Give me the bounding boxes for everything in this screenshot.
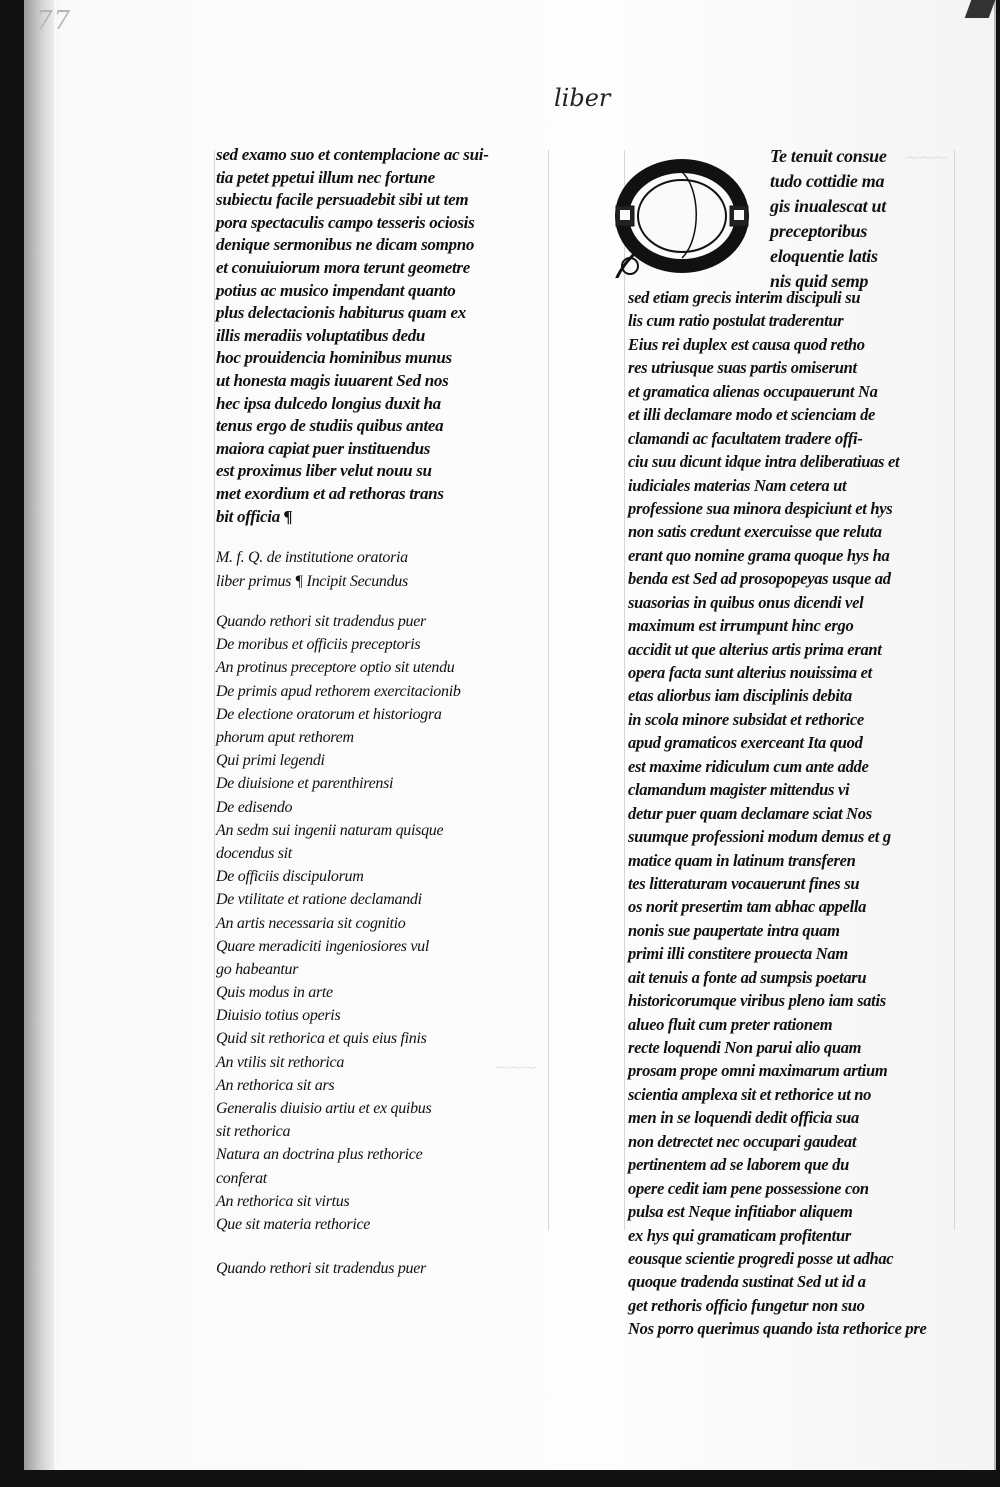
- colophon-line: M. f. Q. de institutione oratoria: [216, 549, 408, 567]
- text-line: tenus ergo de studiis quibus antea: [216, 416, 444, 436]
- ruling-line: [214, 150, 215, 1230]
- text-line: res utriusque suas partis omiserunt: [628, 358, 857, 378]
- chapter-title: De vtilitate et ratione declamandi: [216, 891, 422, 909]
- ruling-line: [548, 150, 549, 1230]
- text-line: pora spectaculis campo tesseris ociosis: [216, 212, 475, 232]
- text-line: opera facta sunt alterius nouissima et: [628, 663, 872, 682]
- text-line: nonis sue paupertate intra quam: [628, 920, 840, 940]
- text-line: illis meradiis voluptatibus dedu: [216, 325, 426, 345]
- chapter-list: [216, 610, 546, 1236]
- text-line: et conuiuiorum mora terunt geometre: [216, 257, 470, 277]
- decorated-initial-q: [610, 158, 750, 278]
- chapter-title: conferat: [216, 1169, 267, 1187]
- chapter-title: Quando rethori sit tradendus puer: [216, 613, 426, 631]
- opening-block: [604, 144, 949, 304]
- text-line: ciu suu dicunt idque intra deliberatiuas et: [628, 452, 900, 472]
- text-line: pulsa est Neque infitiabor aliquem: [628, 1202, 853, 1222]
- text-line: tia petet ppetui illum nec fortune: [216, 167, 435, 187]
- text-line: apud gramaticos exerceant Ita quod: [628, 733, 863, 753]
- opening-lines: [770, 144, 887, 294]
- text-line: non detrectet nec occupari gaudeat: [628, 1131, 857, 1151]
- chapter-title: go habeantur: [216, 960, 299, 978]
- ruling-line: [624, 150, 625, 1230]
- text-line: [216, 506, 546, 529]
- text-line: tudo cottidie ma: [770, 171, 885, 191]
- text-line: men in se loquendi dedit officia sua: [628, 1108, 859, 1128]
- binding-gutter: [24, 0, 54, 1470]
- text-line: gis inualescat ut: [770, 196, 886, 216]
- chapter-title: An rethorica sit virtus: [216, 1192, 350, 1210]
- chapter-title: De officiis discipulorum: [216, 868, 364, 886]
- chapter-title: Natura an doctrina plus rethorice: [216, 1146, 423, 1164]
- text-line: accidit ut que alterius artis prima erant: [628, 639, 882, 659]
- text-line: Eius rei duplex est causa quod retho: [628, 334, 865, 354]
- chapter-title: De diuisione et parenthirensi: [216, 775, 394, 793]
- colophon-line: liber primus ¶ Incipit Secundus: [216, 573, 408, 591]
- show-through-text: ⁓⁓⁓: [494, 1061, 536, 1076]
- text-line: est maxime ridiculum cum ante adde: [628, 756, 869, 776]
- text-line: ait tenuis a fonte ad sumpsis poetaru: [628, 967, 867, 987]
- text-line: matice quam in latinum transferen: [628, 850, 856, 870]
- text-line: maiora capiat puer instituendus: [216, 438, 431, 458]
- text-line: prosam prope omni maximarum artium: [628, 1061, 888, 1081]
- text-line: opere cedit iam pene possessione con: [628, 1178, 869, 1198]
- text-line: scientia amplexa sit et rethorice ut no: [628, 1084, 872, 1104]
- text-line: hoc prouidencia hominibus munus: [216, 348, 452, 368]
- text-line: nis quid semp: [770, 271, 869, 291]
- text-line: etas aliorbus iam disciplinis debita: [628, 686, 852, 706]
- text-line: suasorias in quibus onus dicendi vel: [628, 592, 864, 612]
- text-line: et illi declamare modo et scienciam de: [628, 405, 876, 425]
- text-line: Nos porro querimus quando ista rethorice pre: [628, 1319, 927, 1339]
- text-line: historicorumque viribus pleno iam satis: [628, 991, 886, 1011]
- text-line: plus delectacionis habiturus quam ex: [216, 303, 466, 323]
- text-line: est proximus liber velut nouu su: [216, 461, 432, 481]
- text-line: hec ipsa dulcedo longius duxit ha: [216, 393, 441, 413]
- text-line: sed etiam grecis interim discipuli su: [628, 288, 861, 307]
- left-column: [216, 144, 546, 1281]
- text-line: non satis credunt exercuisse que reluta: [628, 522, 882, 542]
- text-line: sed examo suo et contemplacione ac sui-: [216, 145, 489, 164]
- text-line: primi illi constitere prouecta Nam: [628, 944, 848, 964]
- text-line: alueo fluit cum preter rationem: [628, 1014, 833, 1034]
- text-line: ex hys qui gramaticam profitentur: [628, 1225, 851, 1245]
- text-line: erant quo nomine grama quoque hys ha: [628, 545, 890, 565]
- right-body: [628, 286, 927, 1341]
- chapter-title: An protinus preceptore optio sit utendu: [216, 659, 455, 677]
- text-line: recte loquendi Non parui alio quam: [628, 1038, 862, 1057]
- text-line: eloquentie latis: [770, 246, 878, 266]
- chapter-title: An artis necessaria sit cognitio: [216, 914, 406, 932]
- text-line: maximum est irrumpunt hinc ergo: [628, 616, 854, 636]
- text-line: benda est Sed ad prosopopeyas usque ad: [628, 569, 891, 589]
- text-line: quoque tradenda sustinat Sed ut id a: [628, 1272, 866, 1292]
- text-line: lis cum ratio postulat traderentur: [628, 311, 844, 331]
- chapter-title: Diuisio totius operis: [216, 1007, 341, 1025]
- text-line: in scola minore subsidat et rethorice: [628, 709, 864, 729]
- text-line: professione sua minora despiciunt et hys: [628, 498, 893, 518]
- chapter-title: Quid sit rethorica et quis eius finis: [216, 1030, 427, 1048]
- text-line: eousque scientie progredi posse ut adhac: [628, 1248, 894, 1268]
- paragraph-mark: ¶: [283, 506, 293, 526]
- chapter-title: De moribus et officiis preceptoris: [216, 636, 421, 654]
- right-column: [604, 144, 949, 1339]
- text-line: suumque professioni modum demus et g: [628, 827, 891, 847]
- text-line: clamandi ac facultatem tradere offi-: [628, 428, 863, 448]
- text-line: preceptoribus: [770, 221, 868, 241]
- chapter-title: Quis modus in arte: [216, 984, 333, 1002]
- incipit-line: Quando rethori sit tradendus puer: [216, 1260, 426, 1278]
- text-line: clamandum magister mittendus vi: [628, 780, 850, 800]
- chapter-title: An sedm sui ingenii naturam quisque: [216, 821, 444, 839]
- text-line: potius ac musico impendant quanto: [216, 280, 456, 300]
- folio-number: 77: [36, 6, 72, 36]
- chapter-title: sit rethorica: [216, 1123, 291, 1141]
- text-line: met exordium et ad rethoras trans: [216, 483, 444, 503]
- text-line: ut honesta magis iuuarent Sed nos: [216, 370, 449, 390]
- ruling-line: [954, 150, 955, 1230]
- text-line: detur puer quam declamare sciat Nos: [628, 803, 872, 823]
- text-line: denique sermonibus ne dicam sompno: [216, 235, 475, 255]
- chapter-title: An rethorica sit ars: [216, 1076, 335, 1094]
- chapter-title: Quare meradiciti ingeniosiores vul: [216, 937, 430, 955]
- text-line: pertinentem ad se laborem que du: [628, 1155, 849, 1175]
- chapter-title: An vtilis sit rethorica: [216, 1053, 345, 1071]
- text-line-end: bit officia: [216, 506, 280, 526]
- book-colophon: [216, 546, 546, 594]
- chapter-title: docendus sit: [216, 844, 292, 862]
- chapter-title: Qui primi legendi: [216, 752, 325, 770]
- chapter-incipit: [216, 1258, 546, 1281]
- show-through-text: ⁓⁓⁓: [904, 151, 946, 166]
- chapter-title: Que sit materia rethorice: [216, 1215, 371, 1233]
- chapter-title: De edisendo: [216, 798, 293, 816]
- left-prose: [216, 144, 546, 528]
- text-line: os norit presertim tam abhac appella: [628, 897, 867, 917]
- text-line: Te tenuit consue: [770, 146, 887, 166]
- text-line: subiectu facile persuadebit sibi ut tem: [216, 190, 469, 210]
- chapter-title: De primis apud rethorem exercitacionib: [216, 682, 461, 700]
- chapter-title: phorum aput rethorem: [216, 729, 354, 747]
- chapter-title: Generalis diuisio artiu et ex quibus: [216, 1100, 432, 1118]
- text-line: et gramatica alienas occupauerunt Na: [628, 381, 878, 401]
- text-line: iudiciales materias Nam cetera ut: [628, 475, 847, 495]
- chapter-title: De electione oratorum et historiogra: [216, 705, 442, 723]
- running-head: liber: [554, 84, 611, 112]
- text-line: tes litteraturam vocauerunt fines su: [628, 873, 860, 893]
- text-line: get rethoris officio fungetur non suo: [628, 1295, 865, 1315]
